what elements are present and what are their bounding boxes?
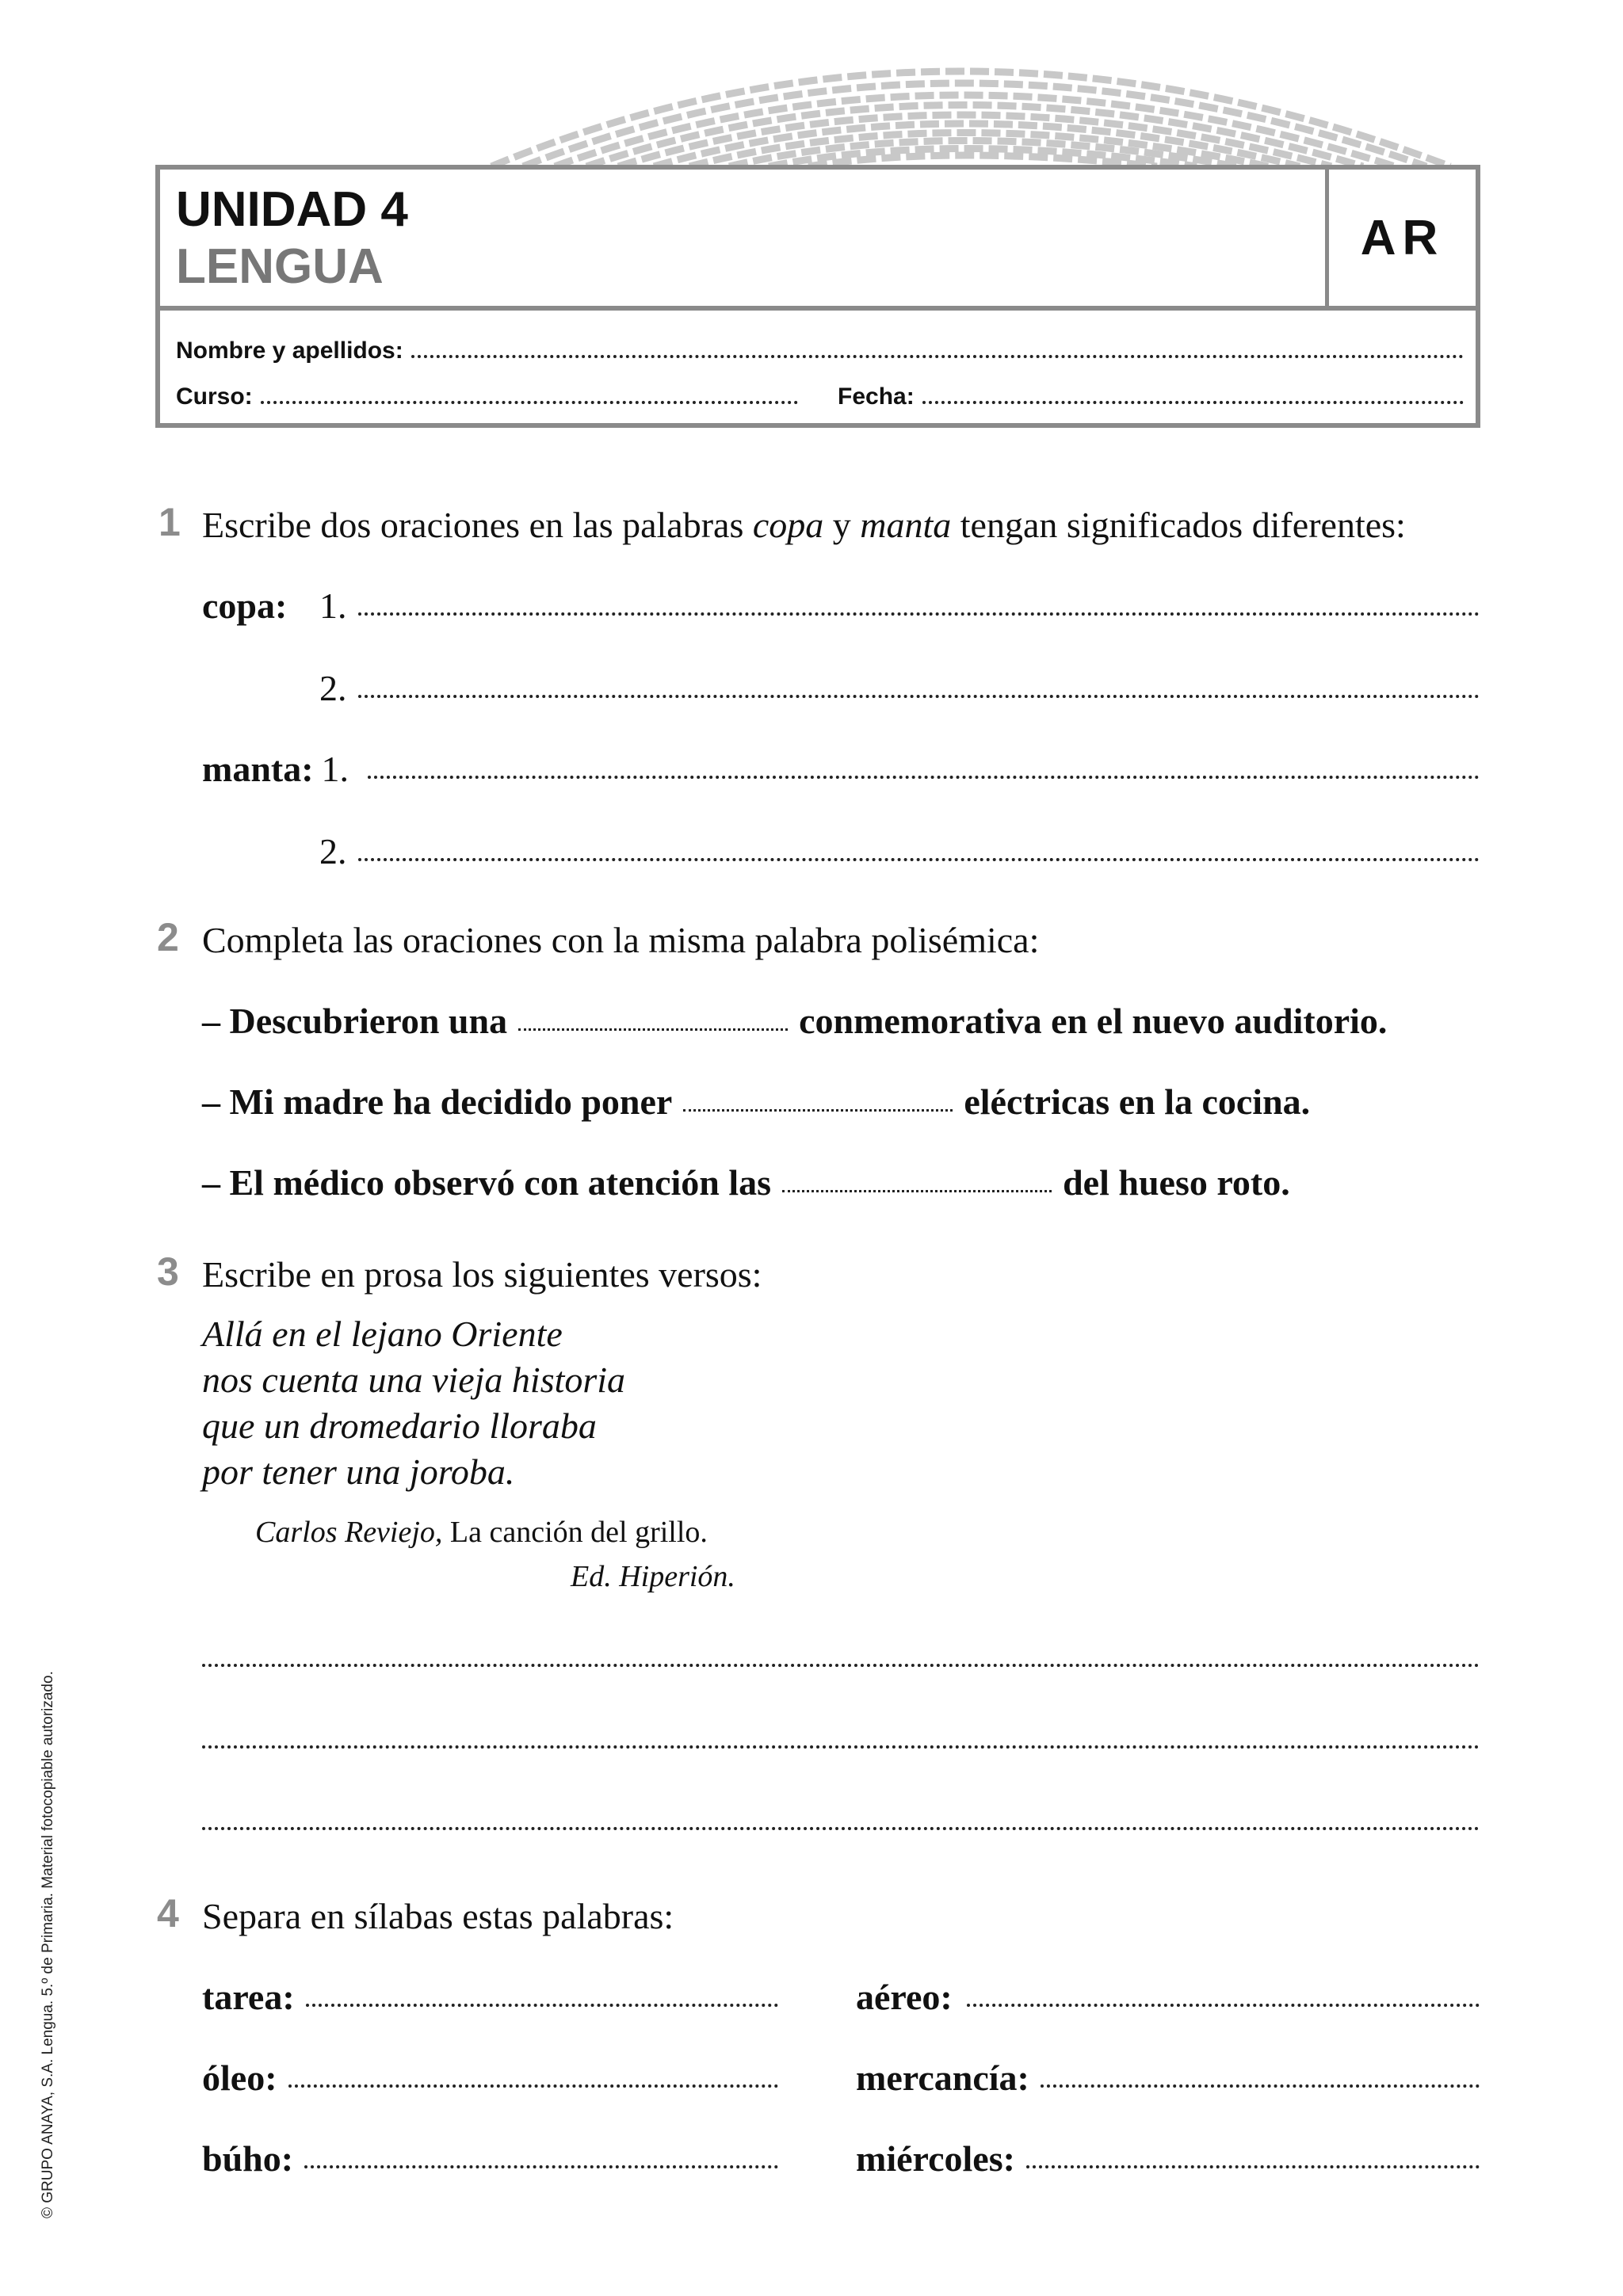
word-label: óleo: <box>202 2058 277 2098</box>
copyright-notice: © GRUPO ANAYA, S.A. Lengua. 5.º de Primaria. Material fotocopiable autorizado. <box>40 1671 56 2218</box>
prose-answer-line[interactable] <box>202 1827 1480 1830</box>
course-blank[interactable] <box>261 401 798 404</box>
citation-author: Carlos Reviejo, <box>255 1516 443 1549</box>
course-field[interactable] <box>176 383 798 410</box>
header-divider <box>160 306 1476 311</box>
syllable-answer[interactable] <box>304 2165 778 2168</box>
citation-book: La canción del grillo. <box>442 1516 708 1549</box>
fingerprint-decoration <box>475 24 1466 166</box>
syllable-row-buho[interactable] <box>202 2138 778 2180</box>
exercise-4-number: 4 <box>157 1891 179 1936</box>
date-label: Fecha: <box>838 383 915 410</box>
sentence-1 <box>202 1000 1387 1042</box>
citation-publisher: Ed. Hiperión. <box>571 1560 735 1593</box>
exercise-1-number: 1 <box>158 500 181 544</box>
manta-line-2[interactable] <box>319 830 1480 872</box>
verse-line: Allá en el lejano Oriente <box>202 1314 563 1354</box>
manta-label: manta: <box>202 749 314 789</box>
sentence-2 <box>202 1081 1310 1123</box>
ex1-text-after: tengan significados diferentes: <box>951 505 1406 545</box>
copa-answer-1[interactable] <box>358 612 1480 616</box>
name-label: Nombre y apellidos: <box>176 338 403 364</box>
copa-answer-2[interactable] <box>358 695 1480 698</box>
sentence-3 <box>202 1161 1290 1203</box>
syllable-row-tarea[interactable] <box>202 1976 778 2018</box>
prose-answer-line[interactable] <box>202 1664 1480 1667</box>
syllable-row-oleo[interactable] <box>202 2057 778 2099</box>
copa-label: copa: <box>202 585 288 626</box>
subject-title: LENGUA <box>176 239 384 294</box>
sentence-1-blank[interactable] <box>518 1028 788 1031</box>
sentence-2-start: – Mi madre ha decidido poner <box>202 1081 673 1122</box>
verse-line: nos cuenta una vieja historia <box>202 1360 626 1400</box>
copa-number-1: 1. <box>319 585 347 626</box>
header-box <box>155 165 1480 428</box>
syllable-answer[interactable] <box>967 2004 1480 2007</box>
exercise-4-instruction: Separa en sílabas estas palabras: <box>202 1896 674 1936</box>
citation <box>255 1515 708 1550</box>
manta-answer-1[interactable] <box>368 776 1480 779</box>
ex1-word-manta: manta <box>860 505 952 545</box>
course-label: Curso: <box>176 383 253 410</box>
manta-number-2: 2. <box>319 831 347 871</box>
poem <box>202 1311 625 1495</box>
exercise-1-instruction <box>202 504 1406 546</box>
syllable-row-aereo[interactable] <box>856 1976 1480 2018</box>
syllable-row-miercoles[interactable] <box>856 2138 1480 2180</box>
name-blank[interactable] <box>411 355 1464 358</box>
sentence-3-end: del hueso roto. <box>1063 1162 1290 1203</box>
word-label: aéreo: <box>856 1977 953 2017</box>
exercise-3-number: 3 <box>157 1249 179 1294</box>
sentence-3-start: – El médico observó con atención las <box>202 1162 772 1203</box>
verse-line: por tener una joroba. <box>202 1451 515 1492</box>
ex1-text-mid: y <box>823 505 861 545</box>
copa-number-2: 2. <box>319 668 347 708</box>
date-field[interactable] <box>838 383 1464 410</box>
copa-line-2[interactable] <box>319 667 1480 709</box>
syllable-row-mercancia[interactable] <box>856 2057 1480 2099</box>
syllable-answer[interactable] <box>288 2084 778 2088</box>
word-label: búho: <box>202 2138 294 2179</box>
manta-number-1: 1. <box>321 749 349 789</box>
exercise-2-number: 2 <box>157 915 179 959</box>
date-blank[interactable] <box>922 401 1464 404</box>
sentence-1-end: conmemorativa en el nuevo auditorio. <box>799 1001 1388 1041</box>
sentence-2-blank[interactable] <box>683 1109 953 1112</box>
ex1-text-before: Escribe dos oraciones en las palabras <box>202 505 753 545</box>
ex1-word-copa: copa <box>752 505 824 545</box>
copa-line-1[interactable] <box>202 585 1480 627</box>
syllable-answer[interactable] <box>1026 2165 1480 2168</box>
word-label: miércoles: <box>856 2138 1015 2179</box>
word-label: mercancía: <box>856 2058 1029 2098</box>
word-label: tarea: <box>202 1977 295 2017</box>
prose-answer-line[interactable] <box>202 1745 1480 1749</box>
level-code: AR <box>1360 210 1445 265</box>
syllable-answer[interactable] <box>1041 2084 1480 2088</box>
name-field[interactable] <box>176 338 1464 364</box>
title-area <box>160 170 1329 306</box>
sentence-2-end: eléctricas en la cocina. <box>964 1081 1311 1122</box>
unit-title: UNIDAD 4 <box>176 182 408 237</box>
exercise-2-instruction: Completa las oraciones con la misma palabra polisémica: <box>202 920 1040 960</box>
syllable-answer[interactable] <box>306 2004 778 2007</box>
exercise-3-instruction: Escribe en prosa los siguientes versos: <box>202 1254 762 1295</box>
manta-answer-2[interactable] <box>358 858 1480 861</box>
sentence-3-blank[interactable] <box>782 1190 1052 1192</box>
verse-line: que un dromedario lloraba <box>202 1405 597 1446</box>
manta-line-1[interactable] <box>202 748 1480 790</box>
sentence-1-start: – Descubrieron una <box>202 1001 508 1041</box>
